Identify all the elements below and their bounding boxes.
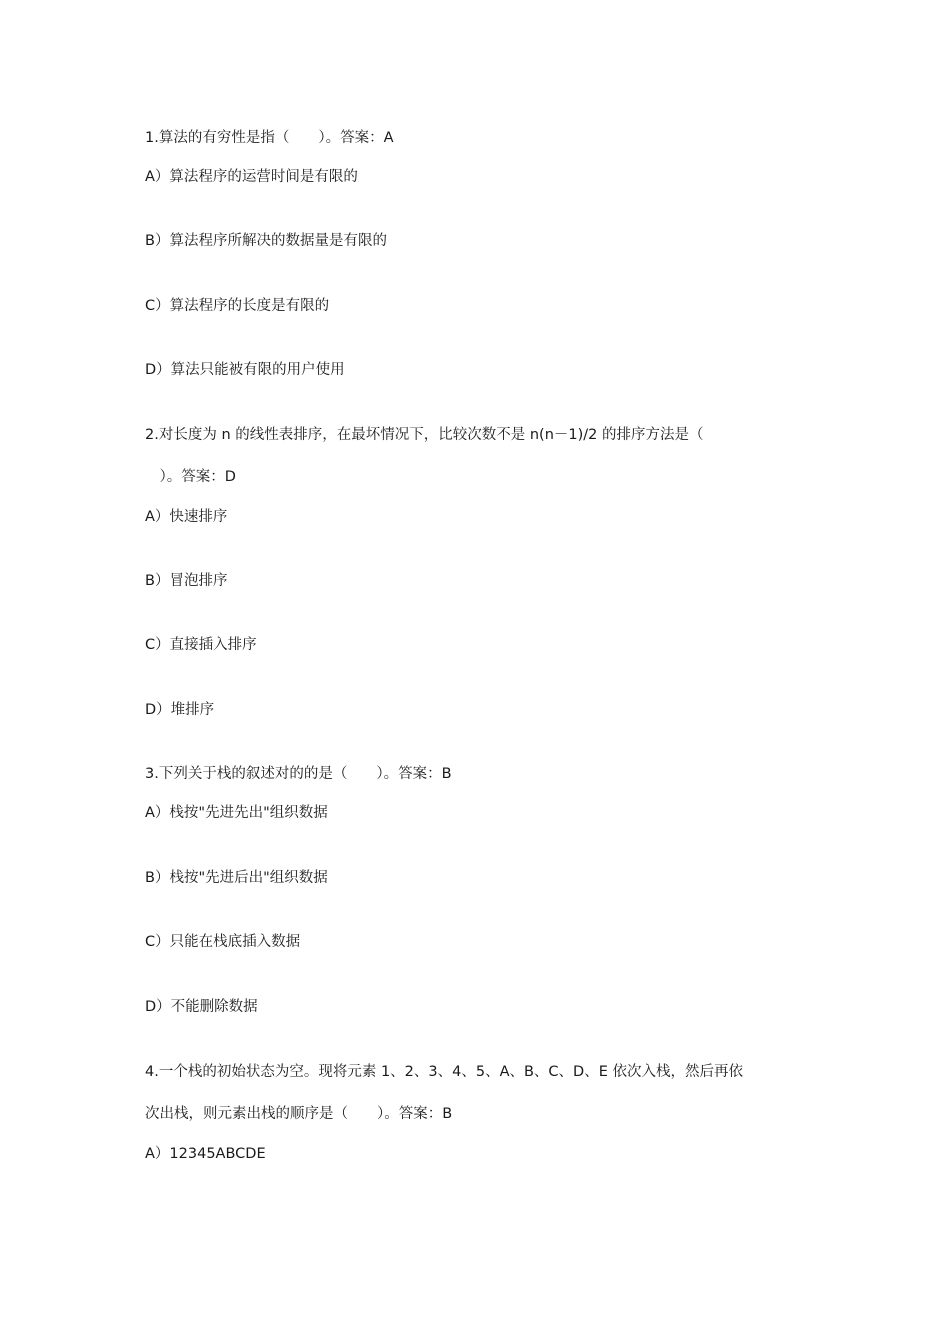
question-2-stem-line-1: 2.对长度为 n 的线性表排序，在最坏情况下，比较次数不是 n(n－1)/2 的排序方法是（ bbox=[145, 427, 704, 443]
question-1-option-b: B）算法程序所解决的数据量是有限的 bbox=[145, 233, 387, 249]
question-1-stem: 1.算法的有穷性是指（ ）。答案：A bbox=[145, 130, 394, 146]
question-4-stem-line-1: 4.一个栈的初始状态为空。现将元素 1、2、3、4、5、A、B、C、D、E 依次入栈，然后再依 bbox=[145, 1064, 743, 1080]
question-3-option-d: D）不能删除数据 bbox=[145, 999, 258, 1015]
question-3-option-c: C）只能在栈底插入数据 bbox=[145, 934, 301, 950]
question-4-stem-line-2: 次出栈，则元素出栈的顺序是（ ）。答案：B bbox=[145, 1106, 453, 1122]
question-2-option-d: D）堆排序 bbox=[145, 702, 215, 718]
question-3-option-a: A）栈按"先进先出"组织数据 bbox=[145, 805, 328, 821]
question-2-option-c: C）直接插入排序 bbox=[145, 637, 257, 653]
question-3-option-b: B）栈按"先进后出"组织数据 bbox=[145, 870, 328, 886]
question-2-stem-line-2: ）。答案：D bbox=[145, 469, 236, 485]
question-1-option-d: D）算法只能被有限的用户使用 bbox=[145, 362, 345, 378]
question-3-stem: 3.下列关于栈的叙述对的的是（ ）。答案：B bbox=[145, 766, 452, 782]
question-2-option-b: B）冒泡排序 bbox=[145, 573, 228, 589]
question-4-option-a: A）12345ABCDE bbox=[145, 1146, 266, 1162]
question-2-option-a: A）快速排序 bbox=[145, 509, 228, 525]
question-1-option-c: C）算法程序的长度是有限的 bbox=[145, 298, 330, 314]
question-1-option-a: A）算法程序的运营时间是有限的 bbox=[145, 169, 358, 185]
